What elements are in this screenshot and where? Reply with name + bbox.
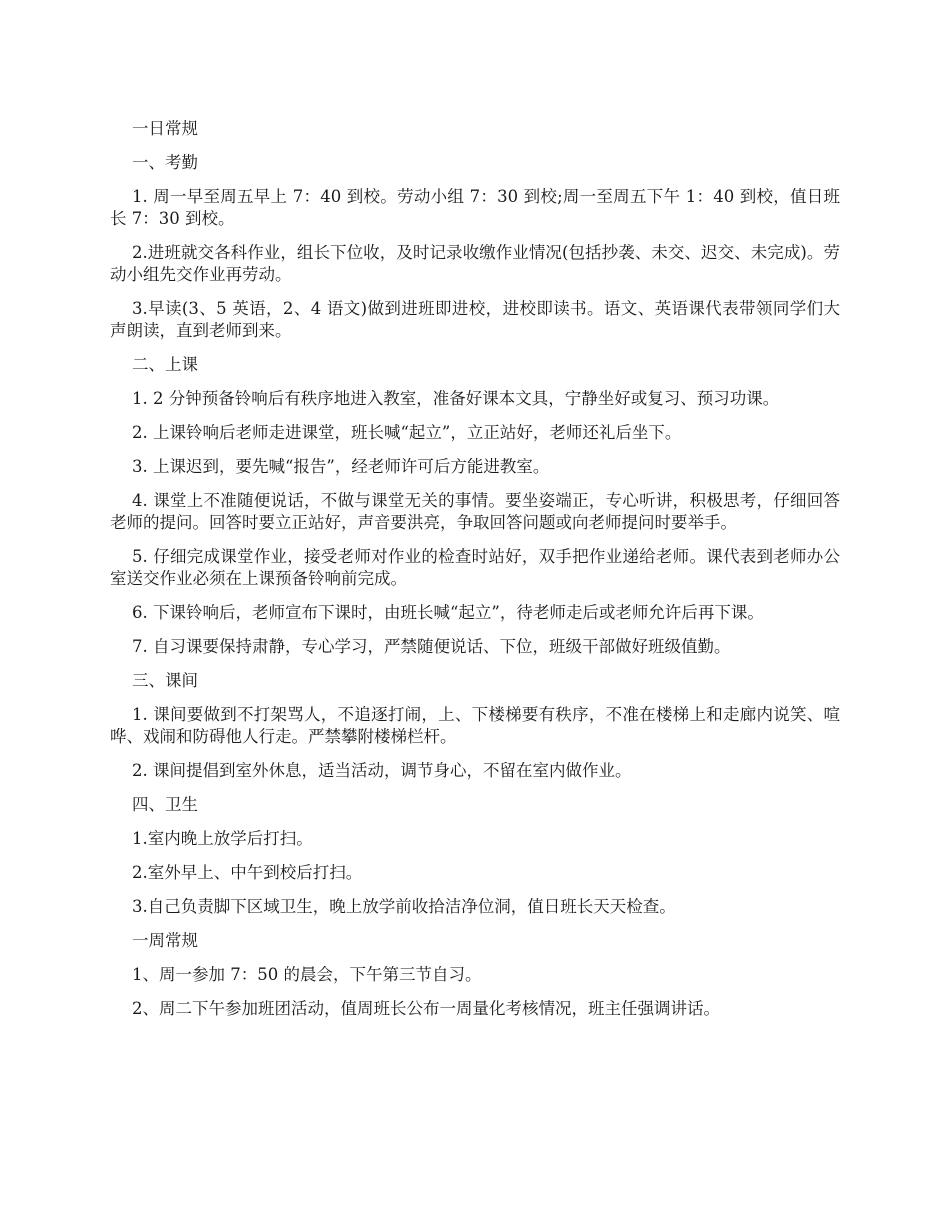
paragraph: 1、周一参加 7：50 的晨会，下午第三节自习。 [132,965,482,984]
paragraph: 2. 课间提倡到室外休息，适当活动，调节身心，不留在室内做作业。 [132,761,632,780]
paragraph: 1. 周一早至周五早上 7：40 到校。劳动小组 7：30 到校;周一至周五下午 1：40 到校，值日班长 7：30 到校。 [110,187,840,228]
paragraph: 1.室内晚上放学后打扫。 [132,829,313,848]
paragraph: 3.早读(3、5 英语，2、4 语文)做到进班即进校，进校即读书。语文、英语课代表带领同学们大声朗读，直到老师到来。 [110,299,840,340]
paragraph: 3.自己负责脚下区域卫生，晚上放学前收拾洁净位洞，值日班长天天检查。 [132,897,676,916]
paragraph: 5. 仔细完成课堂作业，接受老师对作业的检查时站好，双手把作业递给老师。课代表到老师办公室送交作业必须在上课预备铃响前完成。 [110,547,840,588]
paragraph: 6. 下课铃响后，老师宣布下课时，由班长喊“起立”，待老师走后或老师允许后再下课。 [132,603,764,622]
paragraph: 1. 课间要做到不打架骂人，不追逐打闹，上、下楼梯要有秩序，不准在楼梯上和走廊内说笑、喧哗、戏闹和防碍他人行走。严禁攀附楼梯栏杆。 [110,705,840,746]
paragraph: 4. 课堂上不准随便说话，不做与课堂无关的事情。要坐姿端正，专心听讲，积极思考，仔细回答老师的提问。回答时要立正站好，声音要洪亮，争取回答问题或向老师提问时要举手。 [110,491,840,532]
paragraph: 2.进班就交各科作业，组长下位收，及时记录收缴作业情况(包括抄袭、未交、迟交、未完成)。劳动小组先交作业再劳动。 [110,243,840,284]
paragraph: 2. 上课铃响后老师走进课堂，班长喊“起立”，立正站好，老师还礼后坐下。 [132,423,682,442]
heading-daily-routine: 一日常规 [132,119,198,138]
paragraph: 2.室外早上、中午到校后打扫。 [132,863,363,882]
document-page [110,118,840,1032]
heading-hygiene: 四、卫生 [132,795,198,814]
paragraph: 3. 上课迟到，要先喊“报告”，经老师许可后方能进教室。 [132,457,550,476]
paragraph: 7. 自习课要保持肃静，专心学习，严禁随便说话、下位，班级干部做好班级值勤。 [132,637,731,656]
heading-break: 三、课间 [132,671,198,690]
heading-attendance: 一、考勤 [132,153,198,172]
paragraph: 1. 2 分钟预备铃响后有秩序地进入教室，准备好课本文具，宁静坐好或复习、预习功课。 [132,389,780,408]
paragraph: 2、周二下午参加班团活动，值周班长公布一周量化考核情况，班主任强调讲话。 [132,999,720,1018]
heading-class: 二、上课 [132,355,198,374]
heading-weekly-routine: 一周常规 [132,931,198,950]
